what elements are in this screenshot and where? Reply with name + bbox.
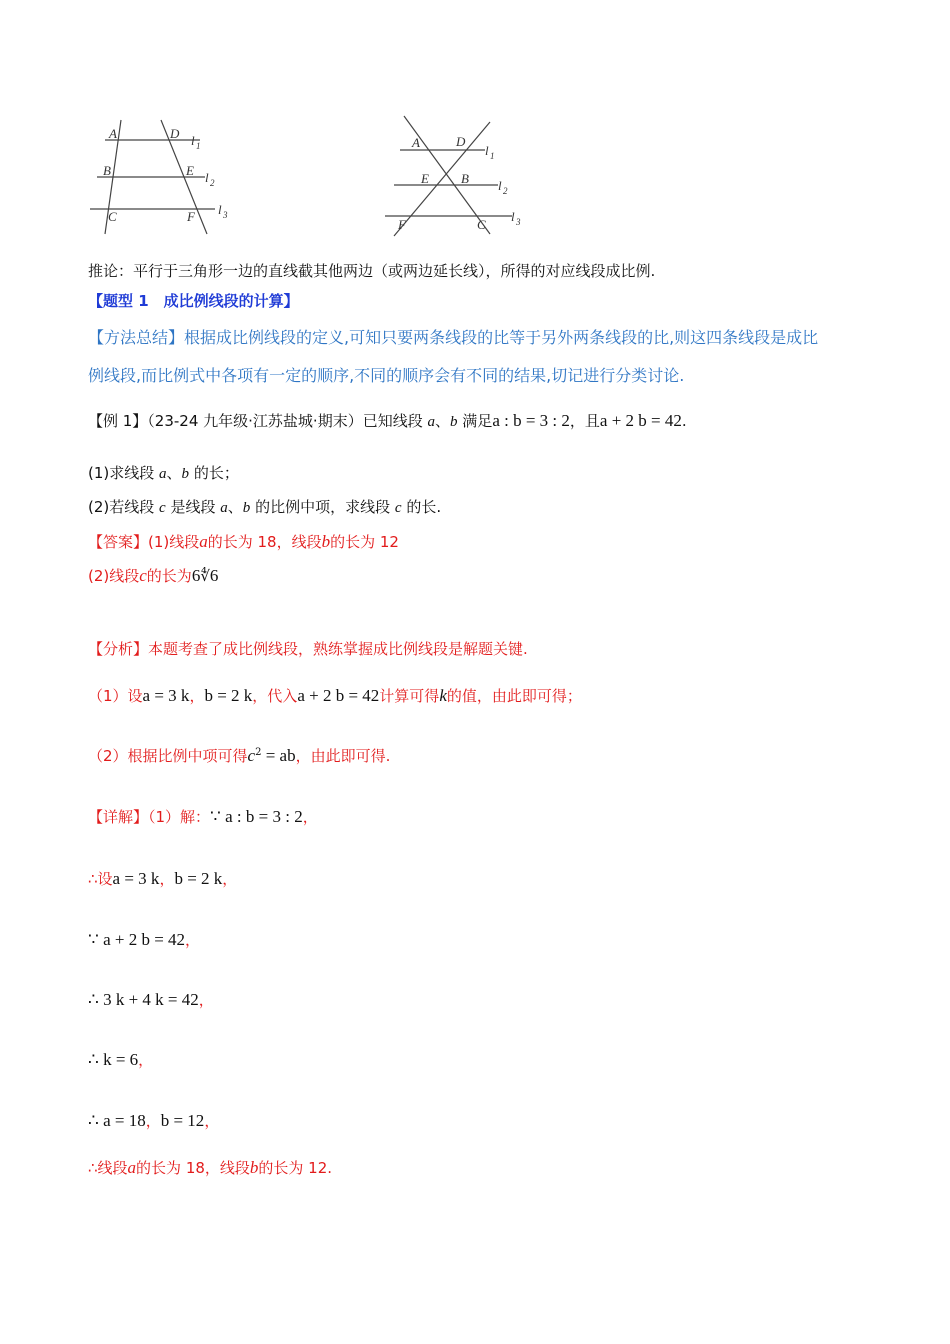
- svg-text:3: 3: [223, 210, 228, 220]
- svg-text:E: E: [186, 163, 194, 178]
- answer-line1: 【答案】(1)线段a的长为 18，线段b的长为 12: [88, 532, 399, 551]
- detail-step5: ∴ a = 18，b = 12，: [88, 1111, 220, 1130]
- sum-math: a + 2 b = 42: [599, 411, 682, 430]
- detail-step3: ∴ 3 k + 4 k = 42，: [88, 990, 214, 1009]
- svg-text:D: D: [170, 126, 180, 141]
- question-1: (1)求线段 a、b 的长；: [88, 464, 239, 482]
- svg-text:C: C: [108, 209, 117, 224]
- svg-text:A: A: [109, 126, 117, 141]
- answer-value: 6: [191, 566, 201, 585]
- svg-text:3: 3: [516, 217, 521, 227]
- svg-text:2: 2: [210, 178, 215, 188]
- method-summary-line1: 【方法总结】根据成比例线段的定义,可知只要两条线段的比等于另外两条线段的比,则这四条线段是成比: [88, 328, 819, 347]
- detail-conclusion: ∴线段a的长为 18，线段b的长为 12.: [88, 1158, 333, 1177]
- svg-text:D: D: [456, 134, 466, 149]
- answer-line2: (2)线段c的长为6∜6: [88, 566, 219, 585]
- figure-parallel-lines-1: [85, 118, 235, 238]
- svg-text:l: l: [511, 209, 515, 224]
- svg-text:l: l: [191, 133, 195, 148]
- example-1: 【例 1】（23-24 九年级·江苏盐城·期末）已知线段 a、b 满足a : b = 3 : 2，且a + 2 b = 42.: [88, 411, 687, 430]
- svg-text:2: 2: [503, 186, 508, 196]
- corollary-text: 推论：平行于三角形一边的直线截其他两边（或两边延长线），所得的对应线段成比例.: [88, 262, 656, 280]
- svg-text:C: C: [477, 217, 486, 232]
- svg-text:l: l: [498, 178, 502, 193]
- answer-root: 6: [209, 566, 219, 585]
- detail-title: 【详解】（1）解：∵ a : b = 3 : 2，: [88, 807, 318, 826]
- detail-step2: ∵ a + 2 b = 42，: [88, 930, 201, 949]
- svg-text:F: F: [398, 217, 406, 232]
- analysis-part2: （2）根据比例中项可得$c^2$ = ab，由此即可得.: [88, 746, 391, 765]
- method-summary-line2: 例线段,而比例式中各项有一定的顺序,不同的顺序会有不同的结果,切记进行分类讨论.: [88, 366, 685, 385]
- svg-text:l: l: [205, 170, 209, 185]
- analysis-part1: （1）设a = 3 k，b = 2 k，代入a + 2 b = 42计算可得k的值，由此即可得；: [88, 686, 582, 705]
- detail-step4: ∴ k = 6，: [88, 1050, 154, 1069]
- svg-text:l: l: [218, 202, 222, 217]
- svg-text:E: E: [421, 171, 429, 186]
- analysis-title: 【分析】本题考查了成比例线段，熟练掌握成比例线段是解题关键.: [88, 640, 528, 658]
- detail-step1: ∴设a = 3 k，b = 2 k，: [88, 869, 238, 888]
- svg-text:1: 1: [196, 141, 201, 151]
- figure-parallel-lines-2: [380, 112, 530, 237]
- svg-text:B: B: [103, 163, 111, 178]
- ratio-math: a : b = 3 : 2: [492, 411, 570, 430]
- type-heading: 【题型 1 成比例线段的计算】: [88, 292, 299, 310]
- question-2: (2)若线段 c 是线段 a、b 的比例中项，求线段 c 的长.: [88, 498, 442, 516]
- svg-text:F: F: [187, 209, 195, 224]
- svg-text:B: B: [461, 171, 469, 186]
- radical-symbol: ∜: [200, 567, 210, 585]
- svg-text:l: l: [485, 143, 489, 158]
- svg-text:A: A: [412, 135, 420, 150]
- svg-text:1: 1: [490, 151, 495, 161]
